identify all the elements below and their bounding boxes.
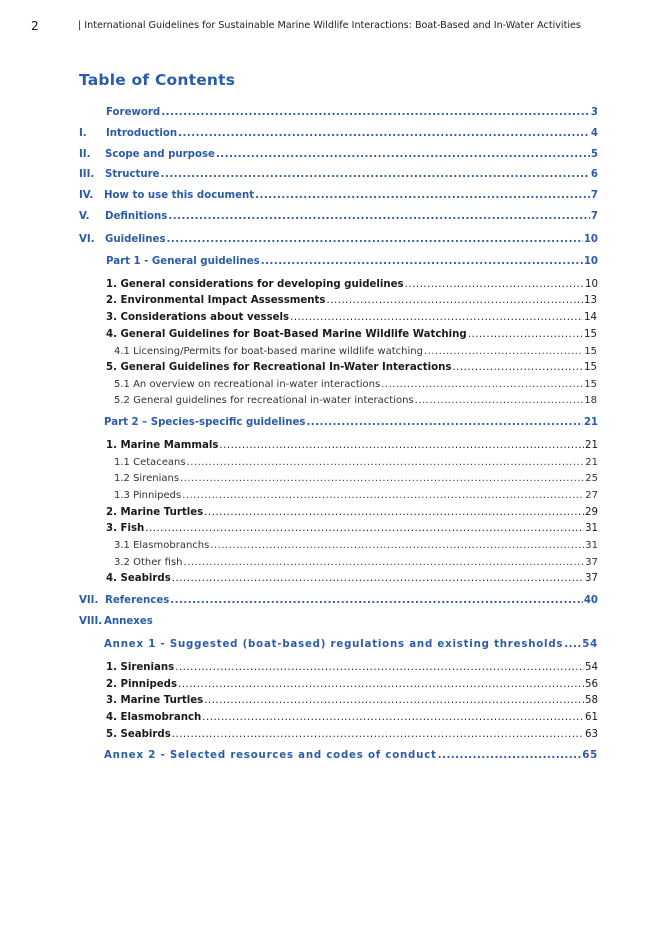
toc-entry-page: 4: [590, 128, 598, 139]
toc-entry-label: 4.1 Licensing/Permits for boat-based marine wildlife watching: [114, 346, 423, 357]
toc-entry-page: 3: [590, 107, 598, 118]
toc-dot-leader: [290, 310, 583, 325]
toc-entry-page: 18: [584, 395, 597, 406]
toc-entry-label: 5. General Guidelines for Recreational In-Water Interactions: [106, 362, 452, 373]
toc-entry-page: 25: [585, 473, 598, 484]
toc-entry-number: IV.: [79, 190, 94, 201]
toc-entry-label: 1.3 Pinnipeds: [114, 490, 182, 501]
toc-entry-page: 15: [584, 346, 597, 357]
toc-dot-leader: [255, 188, 590, 203]
toc-entry-label: 5. Seabirds: [106, 729, 171, 740]
toc-entry[interactable]: [106, 438, 598, 453]
toc-entry-page: 37: [585, 573, 598, 584]
toc-entry[interactable]: [79, 593, 598, 608]
toc-entry-number: V.: [79, 211, 90, 222]
toc-entry-label: 4. Seabirds: [106, 573, 171, 584]
toc-entry[interactable]: [79, 188, 598, 203]
toc-entry-label: How to use this document: [104, 190, 255, 201]
page-number: 2: [31, 19, 39, 33]
toc-title: Table of Contents: [79, 71, 236, 89]
toc-dot-leader: [167, 232, 583, 247]
toc-entry-page: 61: [585, 712, 598, 723]
toc-entry-label: Introduction: [106, 128, 178, 139]
toc-entry[interactable]: [106, 660, 598, 675]
toc-entry-page: 15: [584, 362, 597, 373]
toc-dot-leader: [168, 209, 590, 224]
toc-entry-label: Guidelines: [105, 234, 166, 245]
toc-entry-page: 10: [583, 234, 598, 245]
toc-entry-page: 7: [590, 190, 598, 201]
toc-entry-page: 10: [585, 279, 598, 290]
toc-entry-label: 3.1 Elasmobranchs: [114, 540, 210, 551]
toc-dot-leader: [415, 393, 584, 408]
toc-entry-page: 27: [585, 490, 598, 501]
toc-dot-leader: [187, 455, 585, 470]
toc-dot-leader: [161, 105, 590, 120]
toc-entry-page: 21: [583, 417, 598, 428]
toc-entry-page: 21: [585, 457, 598, 468]
toc-entry[interactable]: [114, 377, 597, 392]
toc-entry-label: 5.2 General guidelines for recreational in-water interactions: [114, 395, 414, 406]
toc-entry-label: 3. Fish: [106, 523, 145, 534]
toc-entry-page: 40: [583, 595, 598, 606]
toc-dot-leader: [204, 505, 584, 520]
toc-entry[interactable]: [79, 147, 598, 162]
toc-dot-leader: [172, 571, 584, 586]
toc-entry-page: 31: [585, 523, 598, 534]
toc-entry[interactable]: [104, 637, 598, 652]
toc-entry-label: 3.2 Other fish: [114, 557, 183, 568]
toc-dot-leader: [381, 377, 583, 392]
toc-entry[interactable]: [106, 727, 598, 742]
toc-entry[interactable]: [106, 710, 598, 725]
toc-entry-label: 3. Considerations about vessels: [106, 312, 290, 323]
toc-entry-page: 56: [585, 679, 598, 690]
toc-entry-label: 1. Marine Mammals: [106, 440, 219, 451]
toc-entry-label: 1.1 Cetaceans: [114, 457, 186, 468]
toc-entry[interactable]: [104, 748, 598, 763]
toc-dot-leader: [178, 677, 584, 692]
toc-entry[interactable]: [106, 277, 598, 292]
toc-entry-label: 2. Environmental Impact Assessments: [106, 295, 326, 306]
toc-entry-page: 13: [584, 295, 597, 306]
toc-entry-page: 14: [584, 312, 597, 323]
toc-entry-label: 1. General considerations for developing guidelines: [106, 279, 404, 290]
toc-dot-leader: [306, 415, 582, 430]
toc-dot-leader: [145, 521, 584, 536]
toc-entry[interactable]: [104, 415, 598, 430]
toc-entry[interactable]: [114, 488, 598, 503]
toc-entry-page: 21: [585, 440, 598, 451]
toc-dot-leader: [178, 126, 590, 141]
toc-dot-leader: [424, 344, 583, 359]
toc-entry-number: III.: [79, 169, 95, 180]
toc-entry-label: Annexes: [104, 616, 153, 627]
toc-entry[interactable]: [114, 344, 597, 359]
toc-entry[interactable]: [106, 571, 598, 586]
toc-dot-leader: [468, 327, 583, 342]
toc-entry-number: VIII.: [79, 616, 103, 627]
toc-entry[interactable]: [106, 310, 597, 325]
toc-entry-page: 37: [585, 557, 598, 568]
toc-dot-leader: [184, 555, 585, 570]
toc-entry-label: 2. Pinnipeds: [106, 679, 178, 690]
toc-dot-leader: [202, 710, 584, 725]
toc-entry-label: References: [105, 595, 170, 606]
toc-entry-page: 54: [585, 662, 598, 673]
toc-entry-page: 6: [590, 169, 598, 180]
toc-entry-number: I.: [79, 128, 87, 139]
toc-entry-number: VI.: [79, 234, 95, 245]
toc-entry-label: Annex 1 - Suggested (boat-based) regulations and existing thresholds: [104, 639, 564, 650]
toc-entry-label: Structure: [105, 169, 160, 180]
toc-entry-number: VII.: [79, 595, 99, 606]
toc-entry[interactable]: [114, 538, 598, 553]
toc-entry-label: 2. Marine Turtles: [106, 507, 204, 518]
toc-dot-leader: [438, 748, 582, 763]
toc-entry-label: 1. Sirenians: [106, 662, 175, 673]
toc-entry[interactable]: [106, 693, 598, 708]
toc-entry[interactable]: [114, 471, 598, 486]
toc-dot-leader: [210, 538, 584, 553]
toc-entry-label: 4. General Guidelines for Boat-Based Marine Wildlife Watching: [106, 329, 467, 340]
toc-dot-leader: [180, 471, 584, 486]
toc-entry-page: 54: [582, 639, 598, 650]
toc-entry-label: Scope and purpose: [105, 149, 215, 160]
toc-entry-page: 15: [584, 379, 597, 390]
toc-entry[interactable]: [79, 126, 598, 141]
toc-entry[interactable]: [106, 293, 597, 308]
toc-entry[interactable]: [79, 209, 598, 224]
toc-entry-label: Part 2 – Species-specific guidelines: [104, 417, 306, 428]
toc-entry[interactable]: [106, 505, 598, 520]
running-head: | International Guidelines for Sustainable Marine Wildlife Interactions: Boat-Based and In-Water Activities: [78, 20, 581, 31]
toc-dot-leader: [175, 660, 584, 675]
toc-entry-label: Foreword: [106, 107, 161, 118]
toc-entry-page: 7: [590, 211, 598, 222]
toc-entry-label: 4. Elasmobranch: [106, 712, 202, 723]
toc-entry[interactable]: [106, 254, 598, 269]
toc-entry[interactable]: [114, 393, 597, 408]
toc-entry-page: 65: [582, 750, 598, 761]
toc-entry-page: 31: [585, 540, 598, 551]
toc-entry-label: 3. Marine Turtles: [106, 695, 204, 706]
toc-entry-label: Definitions: [105, 211, 168, 222]
toc-dot-leader: [261, 254, 583, 269]
toc-dot-leader: [170, 593, 583, 608]
toc-entry[interactable]: [79, 232, 598, 247]
toc-dot-leader: [161, 167, 590, 182]
toc-entry-page: 5: [590, 149, 598, 160]
toc-entry[interactable]: [106, 677, 598, 692]
toc-dot-leader: [405, 277, 584, 292]
toc-dot-leader: [564, 637, 581, 652]
toc-dot-leader: [204, 693, 584, 708]
toc-dot-leader: [172, 727, 584, 742]
toc-entry[interactable]: [114, 555, 598, 570]
toc-entry-page: 10: [583, 256, 598, 267]
toc-entry-label: Part 1 - General guidelines: [106, 256, 260, 267]
toc-entry[interactable]: [106, 521, 598, 536]
toc-entry-page: 63: [585, 729, 598, 740]
toc-entry[interactable]: [114, 455, 598, 470]
toc-entry[interactable]: [79, 167, 598, 182]
toc-entry[interactable]: [106, 360, 597, 375]
toc-dot-leader: [219, 438, 584, 453]
toc-entry-number: II.: [79, 149, 91, 160]
toc-entry[interactable]: [79, 614, 598, 629]
toc-entry-page: 29: [585, 507, 598, 518]
toc-entry-label: Annex 2 - Selected resources and codes of conduct: [104, 750, 437, 761]
toc-entry-page: 58: [585, 695, 598, 706]
toc-entry[interactable]: [106, 105, 598, 120]
toc-entry-page: 15: [584, 329, 597, 340]
toc-entry[interactable]: [106, 327, 597, 342]
toc-dot-leader: [326, 293, 583, 308]
toc-entry-label: 1.2 Sirenians: [114, 473, 180, 484]
toc-dot-leader: [452, 360, 583, 375]
toc-dot-leader: [216, 147, 590, 162]
toc-dot-leader: [182, 488, 584, 503]
toc-entry-label: 5.1 An overview on recreational in-water interactions: [114, 379, 381, 390]
